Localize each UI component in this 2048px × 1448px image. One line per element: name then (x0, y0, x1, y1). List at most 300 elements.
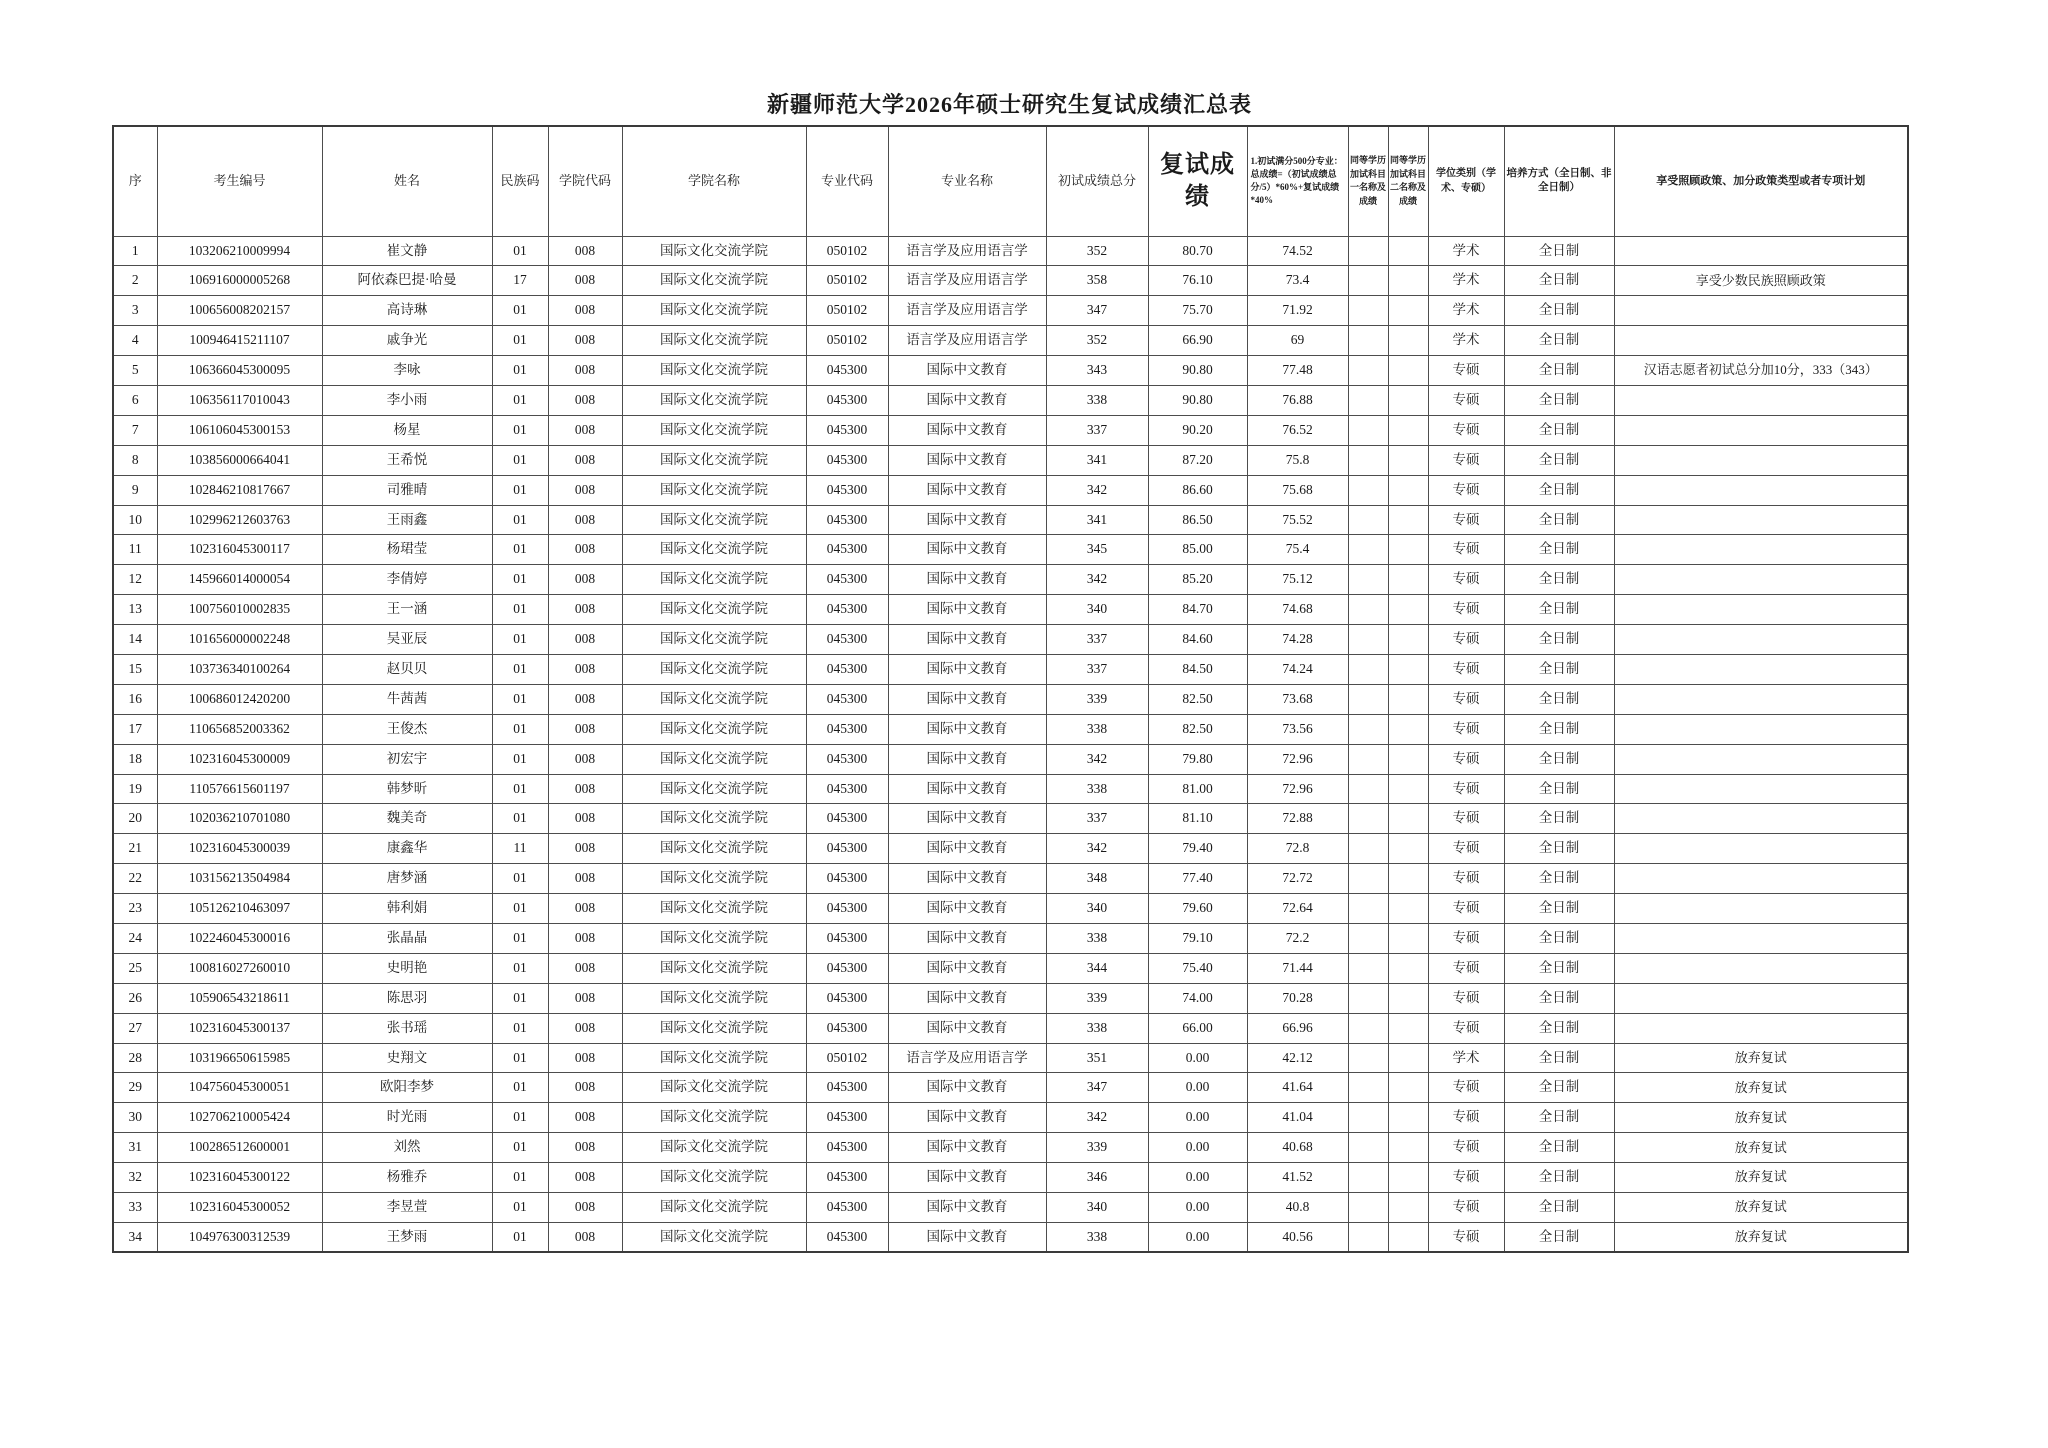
cell: 008 (548, 804, 622, 834)
cell: 045300 (806, 445, 888, 475)
cell: 专硕 (1428, 654, 1504, 684)
cell: 放弃复试 (1614, 1163, 1908, 1193)
cell: 81.00 (1148, 774, 1247, 804)
cell: 045300 (806, 1073, 888, 1103)
cell (1348, 894, 1388, 924)
cell: 74.00 (1148, 983, 1247, 1013)
cell (1614, 385, 1908, 415)
cell: 41.64 (1247, 1073, 1348, 1103)
cell (1614, 296, 1908, 326)
cell: 106356117010043 (157, 385, 322, 415)
cell: 专硕 (1428, 953, 1504, 983)
cell: 01 (492, 1222, 548, 1252)
cell (1388, 714, 1428, 744)
cell (1388, 654, 1428, 684)
table-row (113, 774, 1908, 804)
cell: 008 (548, 1013, 622, 1043)
cell: 王梦雨 (322, 1222, 492, 1252)
cell: 008 (548, 864, 622, 894)
cell: 专硕 (1428, 415, 1504, 445)
cell: 阿依森巴提·哈曼 (322, 266, 492, 296)
cell (1348, 744, 1388, 774)
cell: 国际文化交流学院 (622, 445, 806, 475)
cell: 008 (548, 923, 622, 953)
cell: 专硕 (1428, 1013, 1504, 1043)
cell (1388, 625, 1428, 655)
cell: 18 (113, 744, 157, 774)
cell (1348, 684, 1388, 714)
cell (1388, 266, 1428, 296)
cell: 全日制 (1504, 326, 1614, 356)
table-row (113, 236, 1908, 266)
cell: 045300 (806, 1222, 888, 1252)
cell: 045300 (806, 1103, 888, 1133)
cell (1348, 475, 1388, 505)
cell: 33 (113, 1193, 157, 1223)
cell: 31 (113, 1133, 157, 1163)
cell: 01 (492, 894, 548, 924)
cell (1614, 565, 1908, 595)
cell (1614, 475, 1908, 505)
cell: 045300 (806, 415, 888, 445)
cell: 008 (548, 415, 622, 445)
cell: 79.40 (1148, 834, 1247, 864)
header-row (113, 126, 1908, 236)
cell: 刘然 (322, 1133, 492, 1163)
table-row (113, 654, 1908, 684)
cell: 01 (492, 1133, 548, 1163)
cell: 339 (1046, 983, 1148, 1013)
cell: 337 (1046, 625, 1148, 655)
cell (1348, 804, 1388, 834)
cell (1388, 356, 1428, 386)
cell (1348, 1193, 1388, 1223)
table-row (113, 1103, 1908, 1133)
cell: 1 (113, 236, 157, 266)
cell: 19 (113, 774, 157, 804)
cell: 045300 (806, 625, 888, 655)
cell: 全日制 (1504, 356, 1614, 386)
cell: 全日制 (1504, 236, 1614, 266)
cell: 国际文化交流学院 (622, 505, 806, 535)
table-row (113, 864, 1908, 894)
cell (1348, 385, 1388, 415)
cell: 崔文静 (322, 236, 492, 266)
cell: 学术 (1428, 296, 1504, 326)
cell: 01 (492, 714, 548, 744)
cell: 72.8 (1247, 834, 1348, 864)
cell: 337 (1046, 804, 1148, 834)
cell: 17 (492, 266, 548, 296)
cell (1348, 1043, 1388, 1073)
cell (1388, 236, 1428, 266)
cell: 045300 (806, 923, 888, 953)
cell (1614, 625, 1908, 655)
cell: 专硕 (1428, 595, 1504, 625)
cell: 100286512600001 (157, 1133, 322, 1163)
cell (1348, 1133, 1388, 1163)
cell (1388, 505, 1428, 535)
cell: 01 (492, 475, 548, 505)
cell: 050102 (806, 326, 888, 356)
cell: 01 (492, 684, 548, 714)
cell (1388, 1103, 1428, 1133)
cell: 342 (1046, 1103, 1148, 1133)
cell: 魏美奇 (322, 804, 492, 834)
cell: 全日制 (1504, 445, 1614, 475)
cell: 国际文化交流学院 (622, 714, 806, 744)
cell: 国际中文教育 (888, 1193, 1046, 1223)
cell: 76.88 (1247, 385, 1348, 415)
cell: 01 (492, 774, 548, 804)
cell (1614, 1013, 1908, 1043)
table-row (113, 923, 1908, 953)
cell: 国际中文教育 (888, 625, 1046, 655)
cell: 国际文化交流学院 (622, 535, 806, 565)
cell: 338 (1046, 923, 1148, 953)
cell (1348, 1163, 1388, 1193)
cell: 汉语志愿者初试总分加10分，333（343） (1614, 356, 1908, 386)
table-row (113, 894, 1908, 924)
table-row (113, 714, 1908, 744)
cell: 全日制 (1504, 1043, 1614, 1073)
cell (1614, 236, 1908, 266)
cell: 国际中文教育 (888, 864, 1046, 894)
cell: 045300 (806, 595, 888, 625)
cell: 85.00 (1148, 535, 1247, 565)
cell: 341 (1046, 505, 1148, 535)
cell: 全日制 (1504, 864, 1614, 894)
table-row (113, 266, 1908, 296)
cell (1388, 834, 1428, 864)
cell: 国际中文教育 (888, 894, 1046, 924)
table-row (113, 565, 1908, 595)
cell: 全日制 (1504, 296, 1614, 326)
cell: 102036210701080 (157, 804, 322, 834)
cell: 国际中文教育 (888, 1163, 1046, 1193)
cell: 102316045300122 (157, 1163, 322, 1193)
cell: 008 (548, 953, 622, 983)
cell (1614, 923, 1908, 953)
cell: 337 (1046, 415, 1148, 445)
cell: 105906543218611 (157, 983, 322, 1013)
table-row (113, 1163, 1908, 1193)
cell: 050102 (806, 296, 888, 326)
cell: 国际文化交流学院 (622, 1043, 806, 1073)
cell: 全日制 (1504, 385, 1614, 415)
cell: 王雨鑫 (322, 505, 492, 535)
table-row (113, 983, 1908, 1013)
cell: 国际文化交流学院 (622, 296, 806, 326)
cell: 国际文化交流学院 (622, 326, 806, 356)
cell (1348, 654, 1388, 684)
cell: 李昱萱 (322, 1193, 492, 1223)
cell: 30 (113, 1103, 157, 1133)
cell: 008 (548, 326, 622, 356)
cell: 01 (492, 1013, 548, 1043)
cell: 100686012420200 (157, 684, 322, 714)
table-row (113, 1013, 1908, 1043)
cell: 专硕 (1428, 1222, 1504, 1252)
cell (1614, 535, 1908, 565)
cell: 01 (492, 1163, 548, 1193)
cell: 11 (113, 535, 157, 565)
cell: 75.8 (1247, 445, 1348, 475)
cell: 337 (1046, 654, 1148, 684)
cell (1348, 1222, 1388, 1252)
column-header-11: 1.初试满分500分专业：总成绩=（初试成绩总分/5）*60%+复试成绩*40% (1247, 126, 1348, 236)
cell (1348, 505, 1388, 535)
cell (1614, 595, 1908, 625)
cell: 学术 (1428, 1043, 1504, 1073)
cell: 01 (492, 1043, 548, 1073)
cell: 338 (1046, 774, 1148, 804)
table-row (113, 385, 1908, 415)
cell: 专硕 (1428, 1193, 1504, 1223)
cell: 103196650615985 (157, 1043, 322, 1073)
cell: 2 (113, 266, 157, 296)
cell: 01 (492, 326, 548, 356)
cell: 69 (1247, 326, 1348, 356)
cell: 13 (113, 595, 157, 625)
cell: 008 (548, 385, 622, 415)
cell: 张晶晶 (322, 923, 492, 953)
table-row (113, 296, 1908, 326)
cell: 国际文化交流学院 (622, 625, 806, 655)
cell: 0.00 (1148, 1043, 1247, 1073)
cell: 专硕 (1428, 714, 1504, 744)
cell: 80.70 (1148, 236, 1247, 266)
cell (1388, 1163, 1428, 1193)
cell: 李倩婷 (322, 565, 492, 595)
cell: 专硕 (1428, 894, 1504, 924)
cell: 045300 (806, 774, 888, 804)
cell (1614, 445, 1908, 475)
cell: 110656852003362 (157, 714, 322, 744)
cell (1614, 744, 1908, 774)
cell: 045300 (806, 894, 888, 924)
cell: 32 (113, 1163, 157, 1193)
cell: 85.20 (1148, 565, 1247, 595)
cell: 国际文化交流学院 (622, 1103, 806, 1133)
cell: 全日制 (1504, 983, 1614, 1013)
cell: 国际文化交流学院 (622, 236, 806, 266)
cell: 102316045300009 (157, 744, 322, 774)
table-row (113, 535, 1908, 565)
cell: 史明艳 (322, 953, 492, 983)
cell (1388, 415, 1428, 445)
cell: 01 (492, 804, 548, 834)
cell: 国际中文教育 (888, 684, 1046, 714)
cell: 008 (548, 983, 622, 1013)
cell: 40.8 (1247, 1193, 1348, 1223)
cell (1348, 236, 1388, 266)
cell: 享受少数民族照顾政策 (1614, 266, 1908, 296)
cell: 01 (492, 923, 548, 953)
cell: 专硕 (1428, 385, 1504, 415)
table-row (113, 505, 1908, 535)
cell: 74.68 (1247, 595, 1348, 625)
cell: 01 (492, 953, 548, 983)
table-body (113, 236, 1908, 1252)
cell: 国际中文教育 (888, 654, 1046, 684)
table-row (113, 1133, 1908, 1163)
cell: 72.64 (1247, 894, 1348, 924)
cell: 9 (113, 475, 157, 505)
cell: 专硕 (1428, 1073, 1504, 1103)
cell: 352 (1046, 326, 1148, 356)
cell: 339 (1046, 684, 1148, 714)
cell: 87.20 (1148, 445, 1247, 475)
cell (1388, 385, 1428, 415)
cell: 90.80 (1148, 356, 1247, 386)
cell (1614, 983, 1908, 1013)
cell: 75.4 (1247, 535, 1348, 565)
cell (1388, 326, 1428, 356)
cell: 8 (113, 445, 157, 475)
cell: 345 (1046, 535, 1148, 565)
cell: 26 (113, 983, 157, 1013)
cell (1388, 983, 1428, 1013)
scores-table (112, 125, 1909, 1253)
cell: 102846210817667 (157, 475, 322, 505)
cell: 145966014000054 (157, 565, 322, 595)
cell: 王俊杰 (322, 714, 492, 744)
cell: 牛茜茜 (322, 684, 492, 714)
cell: 全日制 (1504, 1163, 1614, 1193)
table-row (113, 415, 1908, 445)
cell: 82.50 (1148, 684, 1247, 714)
cell: 045300 (806, 475, 888, 505)
cell: 103206210009994 (157, 236, 322, 266)
cell: 国际中文教育 (888, 415, 1046, 445)
cell: 84.60 (1148, 625, 1247, 655)
cell: 20 (113, 804, 157, 834)
table-row (113, 834, 1908, 864)
cell: 008 (548, 654, 622, 684)
cell: 045300 (806, 356, 888, 386)
cell: 国际文化交流学院 (622, 475, 806, 505)
cell: 全日制 (1504, 953, 1614, 983)
cell: 008 (548, 1103, 622, 1133)
column-header-8: 专业名称 (888, 126, 1046, 236)
cell: 343 (1046, 356, 1148, 386)
cell: 75.68 (1247, 475, 1348, 505)
cell (1348, 266, 1388, 296)
cell: 050102 (806, 266, 888, 296)
cell: 71.92 (1247, 296, 1348, 326)
cell: 008 (548, 684, 622, 714)
cell: 79.10 (1148, 923, 1247, 953)
cell: 358 (1046, 266, 1148, 296)
cell: 全日制 (1504, 1073, 1614, 1103)
cell (1348, 326, 1388, 356)
cell: 01 (492, 983, 548, 1013)
cell: 01 (492, 565, 548, 595)
cell: 张书瑶 (322, 1013, 492, 1043)
cell: 国际中文教育 (888, 356, 1046, 386)
table-row (113, 684, 1908, 714)
cell: 国际文化交流学院 (622, 834, 806, 864)
cell: 008 (548, 445, 622, 475)
cell: 008 (548, 744, 622, 774)
cell: 29 (113, 1073, 157, 1103)
cell: 74.28 (1247, 625, 1348, 655)
cell: 放弃复试 (1614, 1193, 1908, 1223)
cell: 全日制 (1504, 714, 1614, 744)
cell: 专硕 (1428, 1133, 1504, 1163)
cell: 045300 (806, 983, 888, 1013)
table-row (113, 744, 1908, 774)
cell: 008 (548, 505, 622, 535)
cell: 专硕 (1428, 445, 1504, 475)
column-header-13: 同等学历加试科目二名称及成绩 (1388, 126, 1428, 236)
cell: 放弃复试 (1614, 1043, 1908, 1073)
column-header-4: 民族码 (492, 126, 548, 236)
cell: 全日制 (1504, 266, 1614, 296)
cell: 27 (113, 1013, 157, 1043)
cell: 国际中文教育 (888, 774, 1046, 804)
cell (1614, 834, 1908, 864)
table-row (113, 804, 1908, 834)
cell: 国际文化交流学院 (622, 864, 806, 894)
column-header-15: 培养方式（全日制、非全日制） (1504, 126, 1614, 236)
cell: 全日制 (1504, 595, 1614, 625)
cell: 康鑫华 (322, 834, 492, 864)
cell: 84.50 (1148, 654, 1247, 684)
cell: 74.24 (1247, 654, 1348, 684)
cell: 102246045300016 (157, 923, 322, 953)
column-header-7: 专业代码 (806, 126, 888, 236)
cell: 国际文化交流学院 (622, 1163, 806, 1193)
cell: 352 (1046, 236, 1148, 266)
cell: 专硕 (1428, 1163, 1504, 1193)
cell (1348, 864, 1388, 894)
column-header-5: 学院代码 (548, 126, 622, 236)
cell: 专硕 (1428, 505, 1504, 535)
cell (1388, 296, 1428, 326)
cell: 01 (492, 744, 548, 774)
cell (1614, 505, 1908, 535)
cell: 学术 (1428, 236, 1504, 266)
cell: 01 (492, 356, 548, 386)
table-row (113, 445, 1908, 475)
cell: 专硕 (1428, 535, 1504, 565)
cell (1388, 535, 1428, 565)
cell: 韩利娟 (322, 894, 492, 924)
cell (1388, 744, 1428, 774)
cell: 14 (113, 625, 157, 655)
column-header-16: 享受照顾政策、加分政策类型或者专项计划 (1614, 126, 1908, 236)
cell: 340 (1046, 1193, 1148, 1223)
cell: 105126210463097 (157, 894, 322, 924)
cell: 045300 (806, 714, 888, 744)
cell: 国际文化交流学院 (622, 774, 806, 804)
cell: 102316045300052 (157, 1193, 322, 1223)
cell: 103856000664041 (157, 445, 322, 475)
cell (1614, 415, 1908, 445)
cell: 70.28 (1247, 983, 1348, 1013)
cell: 008 (548, 535, 622, 565)
cell: 22 (113, 864, 157, 894)
cell: 放弃复试 (1614, 1133, 1908, 1163)
cell: 戚争光 (322, 326, 492, 356)
cell: 102996212603763 (157, 505, 322, 535)
cell (1388, 684, 1428, 714)
cell: 6 (113, 385, 157, 415)
cell: 01 (492, 385, 548, 415)
cell (1348, 565, 1388, 595)
